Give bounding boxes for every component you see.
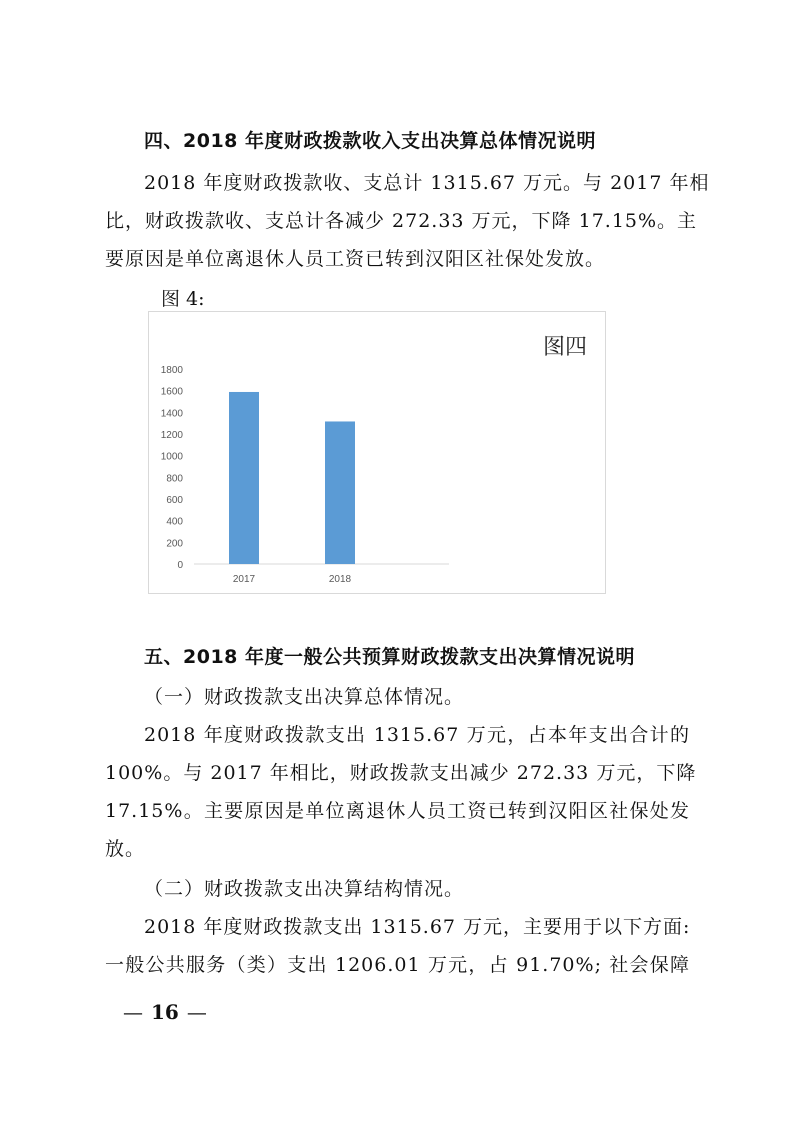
y-tick-label: 1600 xyxy=(160,386,183,398)
paragraph-line: 2018 年度财政拨款收、支总计 1315.67 万元。与 2017 年相 xyxy=(144,172,710,194)
paragraph-line: 要原因是单位离退休人员工资已转到汉阳区社保处发放。 xyxy=(105,248,606,270)
y-tick-label: 0 xyxy=(177,560,183,571)
y-tick-label: 1000 xyxy=(160,451,183,463)
y-tick-label: 800 xyxy=(166,473,183,485)
section4-heading: 四、2018 年度财政拨款收入支出决算总体情况说明 xyxy=(144,130,596,152)
page-number: 16 xyxy=(151,1000,179,1024)
chart-canvas xyxy=(149,312,607,595)
bar-chart xyxy=(148,311,606,594)
bar-2017 xyxy=(229,392,259,564)
paragraph-line: 17.15%。主要原因是单位离退休人员工资已转到汉阳区社保处发 xyxy=(105,800,690,822)
x-tick-label: 2018 xyxy=(328,574,352,585)
paragraph-line: 一般公共服务（类）支出 1206.01 万元，占 91.70%; 社会保障 xyxy=(105,954,690,976)
paragraph-line: 2018 年度财政拨款支出 1315.67 万元，占本年支出合计的 xyxy=(144,724,690,746)
y-tick-label: 200 xyxy=(166,538,183,550)
footer-dash: — xyxy=(123,1000,143,1024)
chart-title: 图四 xyxy=(542,335,587,360)
y-tick-label: 1400 xyxy=(160,408,183,420)
figure-label: 图 4: xyxy=(161,288,205,310)
y-tick-label: 600 xyxy=(166,495,183,506)
paragraph-line: 放。 xyxy=(105,838,146,860)
footer-dash: — xyxy=(186,1000,207,1024)
paragraph-line: 100%。与 2017 年相比，财政拨款支出减少 272.33 万元，下降 xyxy=(105,762,697,784)
bar-2018 xyxy=(325,421,355,564)
y-tick-label: 1200 xyxy=(160,430,183,441)
paragraph-line: 比，财政拨款收、支总计各减少 272.33 万元，下降 17.15%。主 xyxy=(105,210,698,232)
y-tick-label: 1800 xyxy=(160,365,183,376)
subheading: （二）财政拨款支出决算结构情况。 xyxy=(144,878,465,900)
page-footer xyxy=(123,1000,207,1024)
subheading: （一）财政拨款支出决算总体情况。 xyxy=(144,686,465,708)
x-tick-label: 2017 xyxy=(232,574,256,585)
y-tick-label: 400 xyxy=(166,516,183,528)
section5-heading: 五、2018 年度一般公共预算财政拨款支出决算情况说明 xyxy=(144,646,635,668)
paragraph-line: 2018 年度财政拨款支出 1315.67 万元，主要用于以下方面: xyxy=(144,916,691,938)
